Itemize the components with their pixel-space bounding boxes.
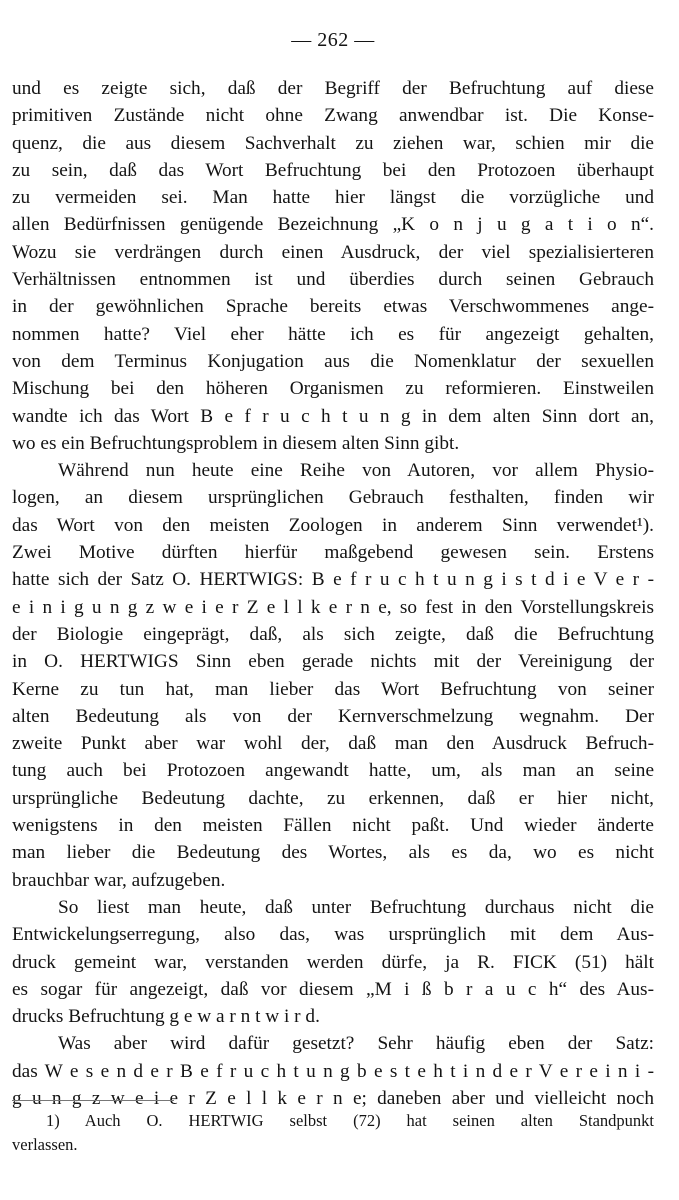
text-line: drucks Befruchtung g e w a r n t w i r d.: [12, 1006, 320, 1028]
text-line: Mischung bei den höheren Organismen zu reformieren. Einstweilen: [12, 378, 654, 400]
text-line: wandte ich das Wort B e f r u c h t u n g in dem alten Sinn dort an,: [12, 405, 654, 427]
text-line: in O. HERTWIGS Sinn eben gerade nichts mit der Vereinigung der: [12, 651, 654, 673]
footnotes: [12, 1109, 654, 1157]
footnote-line: 1) Auch O. HERTWIG selbst (72) hat seinen alten Standpunkt: [46, 1111, 654, 1130]
text-line: e i n i g u n g z w e i e r Z e l l k e r n e, so fest in den Vorstellungskreis: [12, 596, 654, 618]
text-line: das W e s e n d e r B e f r u c h t u n g b e s t e h t i n d e r V e r e i n i -: [12, 1060, 654, 1082]
text-line: in der gewöhnlichen Sprache bereits etwas Verschwommenes ange-: [12, 296, 654, 318]
text-line: man lieber die Bedeutung des Wortes, als es da, wo es nicht: [12, 842, 654, 864]
text-line: von dem Terminus Konjugation aus die Nomenklatur der sexuellen: [12, 350, 654, 372]
text-line: alten Bedeutung als von der Kernverschmelzung wegnahm. Der: [12, 705, 654, 727]
text-line: Während nun heute eine Reihe von Autoren, vor allem Physio-: [58, 460, 654, 482]
text-line: zu sein, daß das Wort Befruchtung bei den Protozoen überhaupt: [12, 159, 654, 181]
text-line: Entwickelungserregung, also das, was ursprünglich mit dem Aus-: [12, 924, 654, 946]
footnote-divider: [12, 1100, 174, 1101]
text-line: logen, an diesem ursprünglichen Gebrauch festhalten, finden wir: [12, 487, 654, 509]
text-line: Wozu sie verdrängen durch einen Ausdruck, der viel spezialisierteren: [12, 241, 654, 263]
text-line: ursprüngliche Bedeutung dachte, zu erkennen, daß er hier nicht,: [12, 787, 654, 809]
text-line: allen Bedürfnissen genügende Bezeichnung „K o n j u g a t i o n“.: [12, 214, 654, 236]
footnote-line: verlassen.: [12, 1135, 78, 1154]
text-line: So liest man heute, daß unter Befruchtung durchaus nicht die: [58, 896, 654, 918]
page-number: — 262 —: [291, 29, 375, 51]
text-line: Zwei Motive dürften hierfür maßgebend gewesen sein. Erstens: [12, 542, 654, 564]
text-line: brauchbar war, aufzugeben.: [12, 869, 226, 891]
text-line: wenigstens in den meisten Fällen nicht paßt. Und wieder änderte: [12, 815, 654, 837]
text-line: wo es ein Befruchtungsproblem in diesem alten Sinn gibt.: [12, 432, 460, 454]
text-line: nommen hatte? Viel eher hätte ich es für angezeigt gehalten,: [12, 323, 654, 345]
text-line: druck gemeint war, verstanden werden dürfe, ja R. FICK (51) hält: [12, 951, 654, 973]
text-line: quenz, die aus diesem Sachverhalt zu ziehen war, schien mir die: [12, 132, 654, 154]
text-line: Was aber wird dafür gesetzt? Sehr häufig eben der Satz:: [58, 1033, 654, 1055]
text-line: es sogar für angezeigt, daß vor diesem „M i ß b r a u c h“ des Aus-: [12, 978, 654, 1000]
text-line: g u n g z w e i e r Z e l l k e r n e; daneben aber und vielleicht noch: [12, 1087, 654, 1109]
text-line: der Biologie eingeprägt, daß, als sich zeigte, daß die Befruchtung: [12, 623, 654, 645]
text-line: primitiven Zustände nicht ohne Zwang anwendbar ist. Die Konse-: [12, 105, 654, 127]
text-line: tung auch bei Protozoen angewandt hatte, um, als man an seine: [12, 760, 654, 782]
text-line: zu vermeiden sei. Man hatte hier längst die vorzügliche und: [12, 187, 654, 209]
text-line: zweite Punkt aber war wohl der, daß man den Ausdruck Befruch-: [12, 733, 654, 755]
text-line: das Wort von den meisten Zoologen in anderem Sinn verwendet¹).: [12, 514, 654, 536]
body-text: [12, 75, 654, 1112]
text-line: und es zeigte sich, daß der Begriff der Befruchtung auf diese: [12, 78, 654, 99]
text-line: Verhältnissen entnommen ist und überdies durch seinen Gebrauch: [12, 269, 654, 291]
text-line: hatte sich der Satz O. HERTWIGS: B e f r u c h t u n g i s t d i e V e r -: [12, 569, 654, 591]
text-line: Kerne zu tun hat, man lieber das Wort Befruchtung von seiner: [12, 678, 654, 700]
